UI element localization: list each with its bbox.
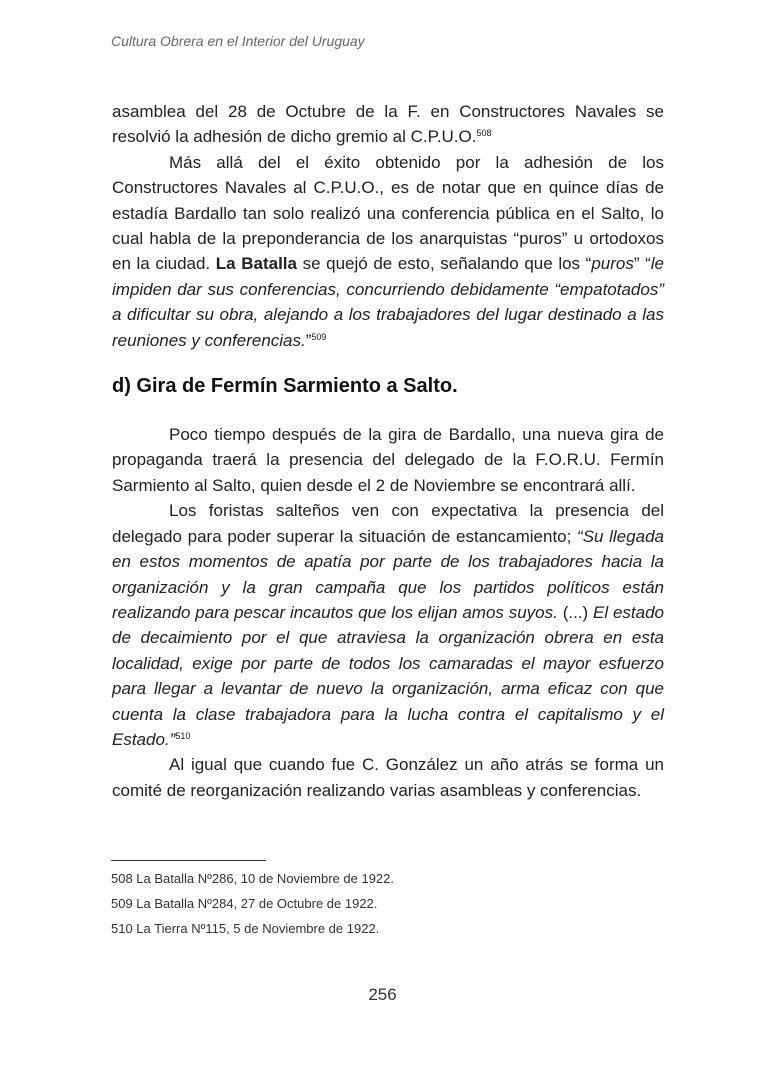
footnote-ref-509[interactable]: 509 xyxy=(311,331,327,342)
paragraph-1 xyxy=(112,99,664,150)
paragraph-3: Poco tiempo después de la gira de Bardallo, una nueva gira de propaganda traerá la presencia del delegado de la F.O.R.U. Fermín Sarmiento al Salto, quien desde el 2 de Noviembre se encontrará allí. xyxy=(112,425,664,495)
paragraph-2-text-mid: se quejó de esto, señalando que los “ xyxy=(302,254,592,274)
paragraph-5: Al igual que cuando fue C. González un año atrás se forma un comité de reorganización realizando varias asambleas y conferencias. xyxy=(112,755,664,800)
quotation-part-2: El estado de decaimiento por el que atraviesa la organización obrera en esta localidad, exige por parte de todos los camaradas el mayor esfuerzo para llegar a levantar de nuevo la organización, arma eficaz con que cuenta la clase trabajadora para la lucha contra el capitalismo y el Estado.” xyxy=(112,602,664,749)
footnote-ref-510[interactable]: 510 xyxy=(175,730,191,741)
spacer xyxy=(112,353,664,373)
footnote-ref-508[interactable]: 508 xyxy=(476,128,492,139)
footnotes xyxy=(111,866,394,941)
ellipsis: (...) xyxy=(562,602,589,622)
footnote-509: 509 La Batalla Nº284, 27 de Octubre de 1922. xyxy=(111,896,378,911)
running-header: Cultura Obrera en el Interior del Uruguay xyxy=(111,33,365,49)
footnote-510: 510 La Tierra Nº115, 5 de Noviembre de 1922. xyxy=(111,921,380,936)
newspaper-name-la-batalla: La Batalla xyxy=(215,254,297,274)
footnote-508: 508 La Batalla Nº286, 10 de Noviembre de 1922. xyxy=(111,871,394,886)
paragraph-1-text: asamblea del 28 de Octubre de la F. en Constructores Navales se resolvió la adhesión de dicho gremio al C.P.U.O. xyxy=(112,102,664,147)
footnote-divider xyxy=(111,860,266,861)
italic-term-puros: puros xyxy=(591,254,634,274)
spacer xyxy=(112,399,664,422)
quotation-part-1: “Su llegada en estos momentos de apatía por parte de los trabajadores hacia la organización y la gran campaña que los partidos políticos están realizando para pescar incautos que los elijan amos suyos. xyxy=(112,526,664,622)
paragraph-2 xyxy=(112,150,664,353)
body-text xyxy=(112,99,664,803)
quotation-la-batalla: le impiden dar sus conferencias, concurriendo debidamente “empatotados” a dificultar su obra, alejando a los trabajadores del lugar destinado a las reuniones y conferencias. xyxy=(112,254,665,350)
paragraph-4-text-before: Los foristas salteños ven con expectativa la presencia del delegado para poder superar la situación de estancamiento; xyxy=(112,501,664,546)
paragraph-4 xyxy=(112,498,664,752)
section-heading: d) Gira de Fermín Sarmiento a Salto. xyxy=(112,375,458,398)
paragraph-2-text-before: Más allá del el éxito obtenido por la adhesión de los Constructores Navales al C.P.U.O., es de notar que en quince días de estadía Bardallo tan solo realizó una conferencia pública en el Salto, lo cual habla de la preponderancia de los anarquistas “puros” u ortodoxos en la ciudad. xyxy=(112,152,664,274)
paragraph-2-text-end: ” xyxy=(305,330,312,350)
paragraph-2-text-mid2: ” “ xyxy=(633,254,651,274)
page-number: 256 xyxy=(368,985,397,1004)
